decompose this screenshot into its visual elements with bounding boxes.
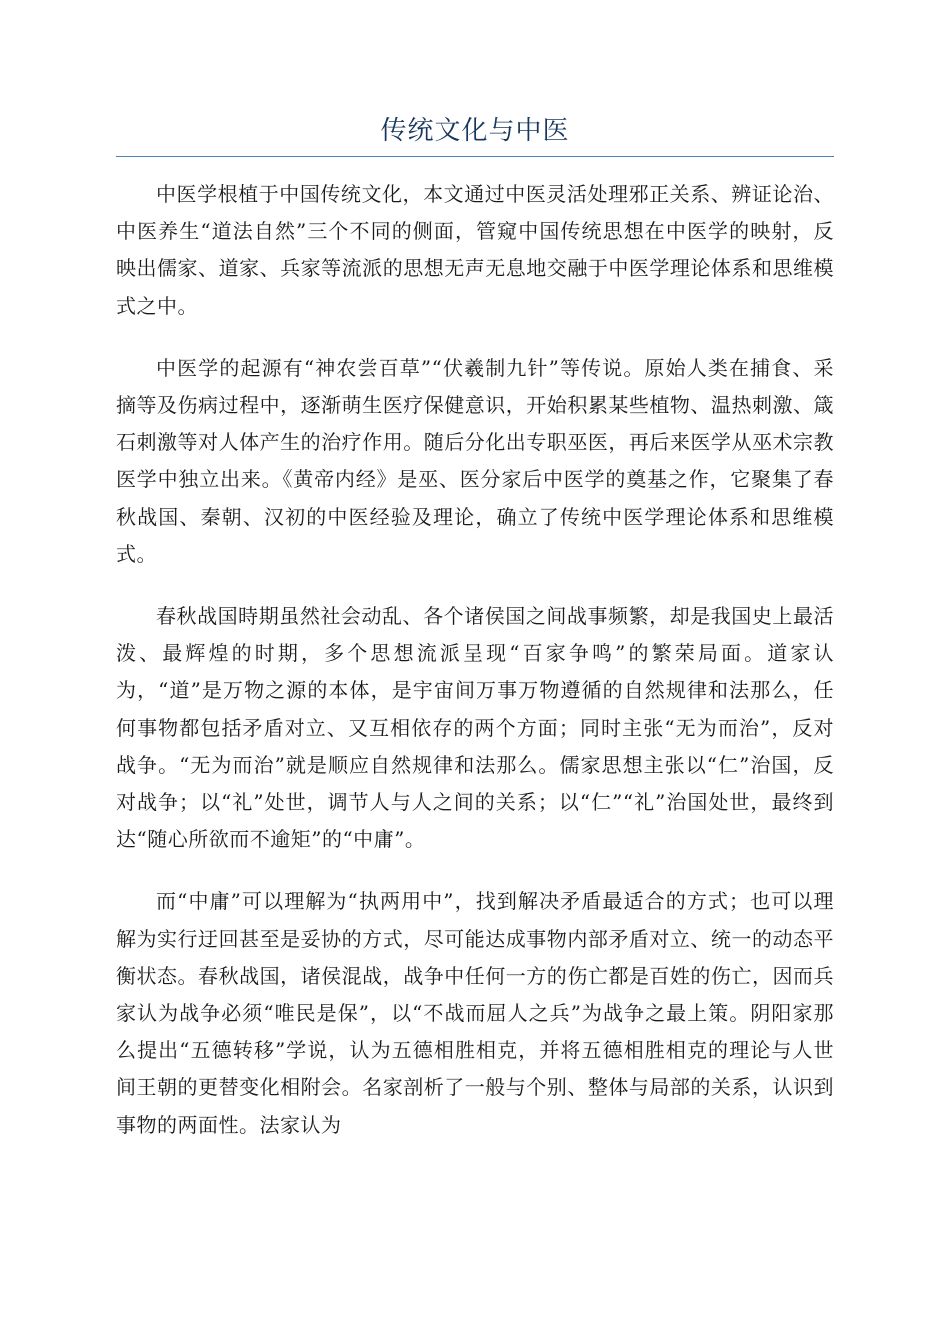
title-block	[116, 112, 834, 157]
paragraph-warring-states: 春秋战国時期虽然社会动乱、各个诸侯国之间战事频繁，却是我国史上最活泼、最辉煌的时期，多个思想流派呈现“百家争鸣”的繁荣局面。道家认为，“道”是万物之源的本体，是宇宙间万事万物遵循的自然规律和法那么，任何事物都包括矛盾对立、又互相依存的两个方面；同时主张“无为而治”，反对战争。“无为而治”就是顺应自然规律和法那么。儒家思想主张以“仁”治国，反对战争；以“礼”处世，调节人与人之间的关系；以“仁”“礼”治国处世，最终到达“随心所欲而不逾矩”的“中庸”。	[116, 604, 834, 852]
document-body	[116, 176, 834, 1169]
paragraph-origins: 中医学的起源有“神农尝百草”“伏羲制九针”等传说。原始人类在捕食、采摘等及伤病过程中，逐渐萌生医疗保健意识，开始积累某些植物、温热刺激、箴石刺激等对人体产生的治疗作用。随后分化出专职巫医，再后来医学从巫术宗教医学中独立出来。《黄帝内经》是巫、医分家后中医学的奠基之作，它聚集了春秋战国、秦朝、汉初的中医经验及理论，确立了传统中医学理论体系和思维模式。	[116, 355, 834, 566]
paragraph-zhongyong: 而“中庸”可以理解为“执两用中”，找到解决矛盾最适合的方式；也可以理解为实行迂回甚至是妥协的方式，尽可能达成事物内部矛盾对立、统一的动态平衡状态。春秋战国，诸侯混战，战争中任何一方的伤亡都是百姓的伤亡，因而兵家认为战争必须“唯民是保”，以“不战而屈人之兵”为战争之最上策。阴阳家那么提出“五德转移”学说，认为五德相胜相克，并将五德相胜相克的理论与人世间王朝的更替变化相附会。名家剖析了一般与个别、整体与局部的关系，认识到事物的两面性。法家认为	[116, 889, 834, 1137]
document-title: 传统文化与中医	[380, 116, 570, 146]
paragraph-intro: 中医学根植于中国传统文化，本文通过中医灵活处理邪正关系、辨证论治、中医养生“道法自然”三个不同的侧面，管窥中国传统思想在中医学的映射，反映出儒家、道家、兵家等流派的思想无声无息地交融于中医学理论体系和思维模式之中。	[116, 182, 834, 318]
